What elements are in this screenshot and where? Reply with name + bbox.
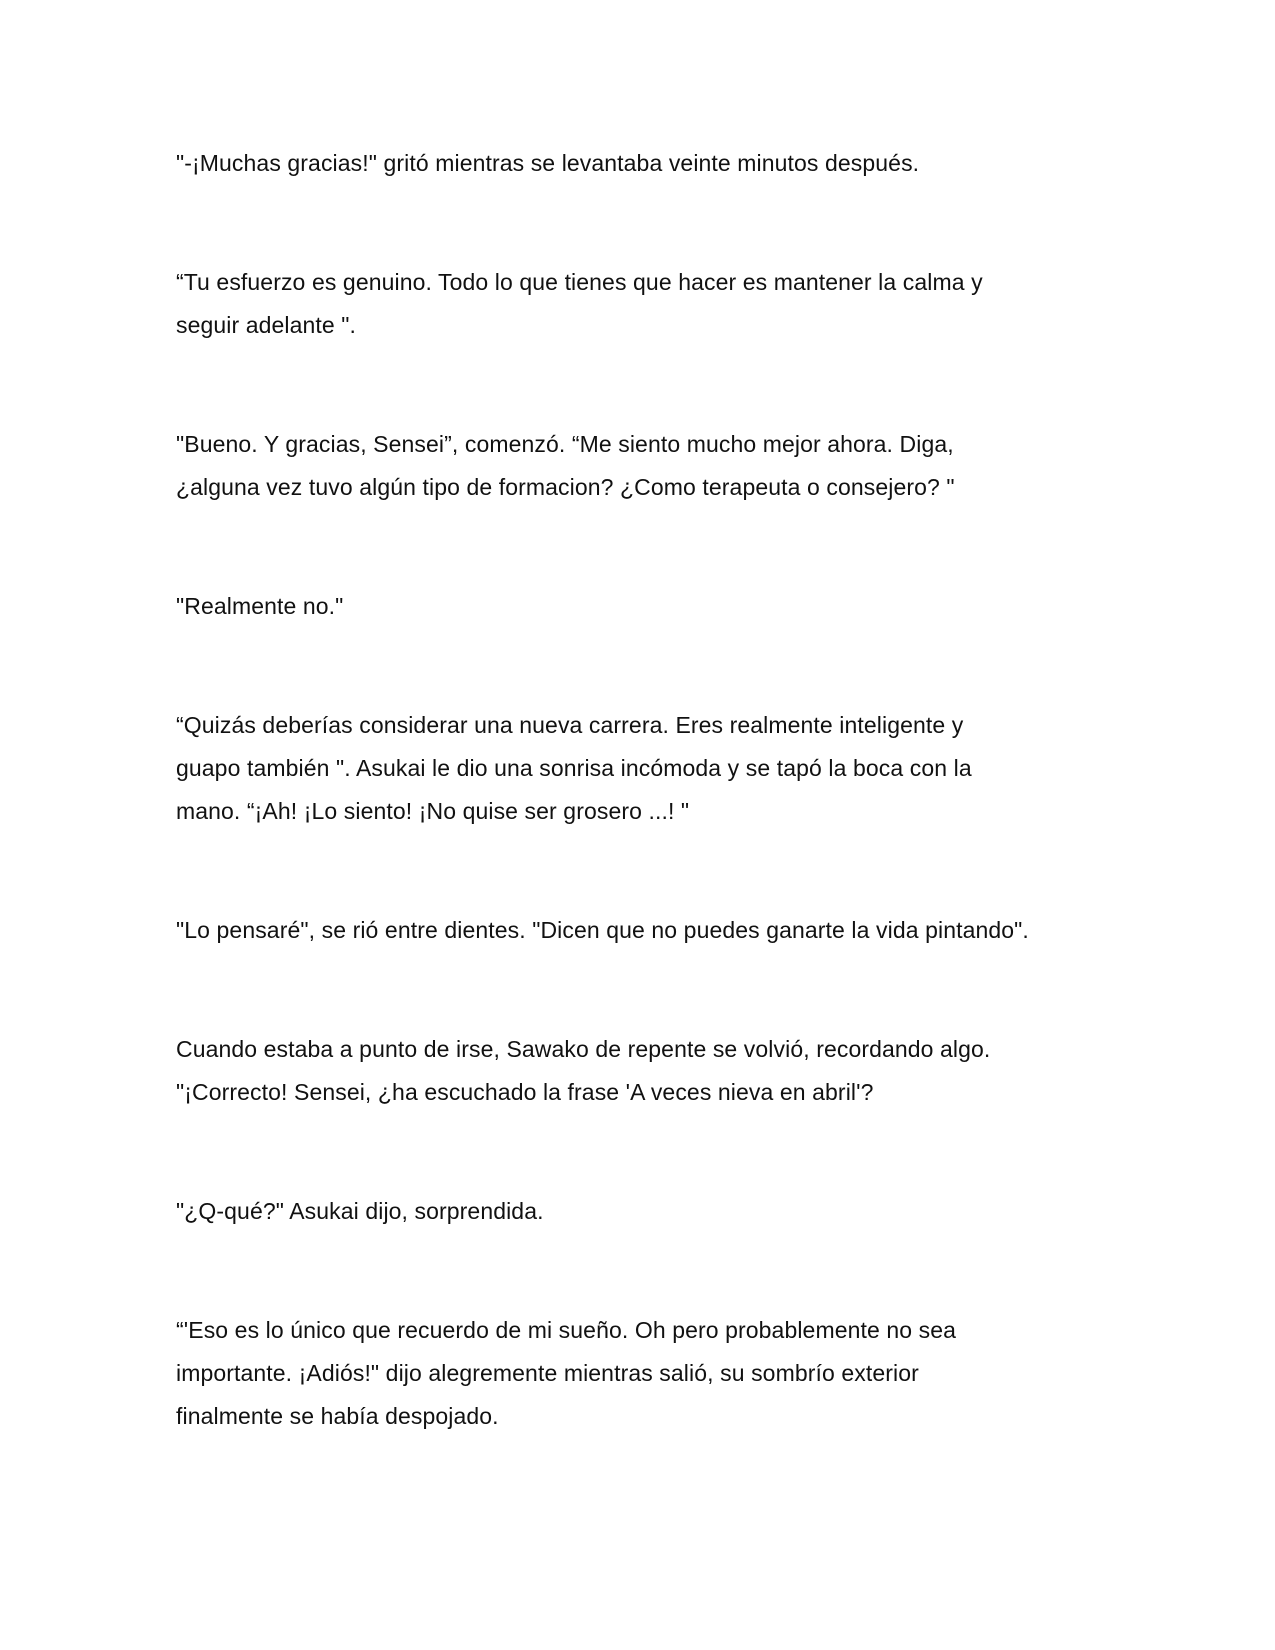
paragraph: [176, 909, 1116, 952]
paragraph: [176, 1028, 1116, 1114]
paragraph: [176, 1190, 1116, 1233]
text-line: finalmente se había despojado.: [176, 1403, 499, 1429]
text-line: mano. “¡Ah! ¡Lo siento! ¡No quise ser grosero ...! ": [176, 798, 690, 824]
paragraph: [176, 261, 1116, 347]
text-line: "-¡Muchas gracias!" gritó mientras se levantaba veinte minutos después.: [176, 150, 920, 176]
text-line: importante. ¡Adiós!" dijo alegremente mientras salió, su sombrío exterior: [176, 1360, 919, 1386]
text-line: guapo también ". Asukai le dio una sonrisa incómoda y se tapó la boca con la: [176, 755, 972, 781]
text-line: Cuando estaba a punto de irse, Sawako de repente se volvió, recordando algo.: [176, 1036, 991, 1062]
text-line: ¿alguna vez tuvo algún tipo de formacion? ¿Como terapeuta o consejero? ": [176, 474, 955, 500]
text-line: "Lo pensaré", se rió entre dientes. "Dicen que no puedes ganarte la vida pintando".: [176, 917, 1029, 943]
paragraph: [176, 1309, 1116, 1438]
paragraph: [176, 142, 1116, 185]
text-line: “Quizás deberías considerar una nueva carrera. Eres realmente inteligente y: [176, 712, 964, 738]
text-line: “Tu esfuerzo es genuino. Todo lo que tienes que hacer es mantener la calma y: [176, 269, 983, 295]
paragraph: [176, 704, 1116, 833]
text-line: "Bueno. Y gracias, Sensei”, comenzó. “Me siento mucho mejor ahora. Diga,: [176, 431, 954, 457]
paragraph: [176, 423, 1116, 509]
text-line: "¿Q-qué?" Asukai dijo, sorprendida.: [176, 1198, 544, 1224]
text-line: seguir adelante ".: [176, 312, 357, 338]
text-body: [176, 142, 1116, 1438]
text-line: “'Eso es lo único que recuerdo de mi sueño. Oh pero probablemente no sea: [176, 1317, 957, 1343]
text-line: "Realmente no.": [176, 593, 344, 619]
paragraph: [176, 585, 1116, 628]
text-line: "¡Correcto! Sensei, ¿ha escuchado la frase 'A veces nieva en abril'?: [176, 1079, 874, 1105]
